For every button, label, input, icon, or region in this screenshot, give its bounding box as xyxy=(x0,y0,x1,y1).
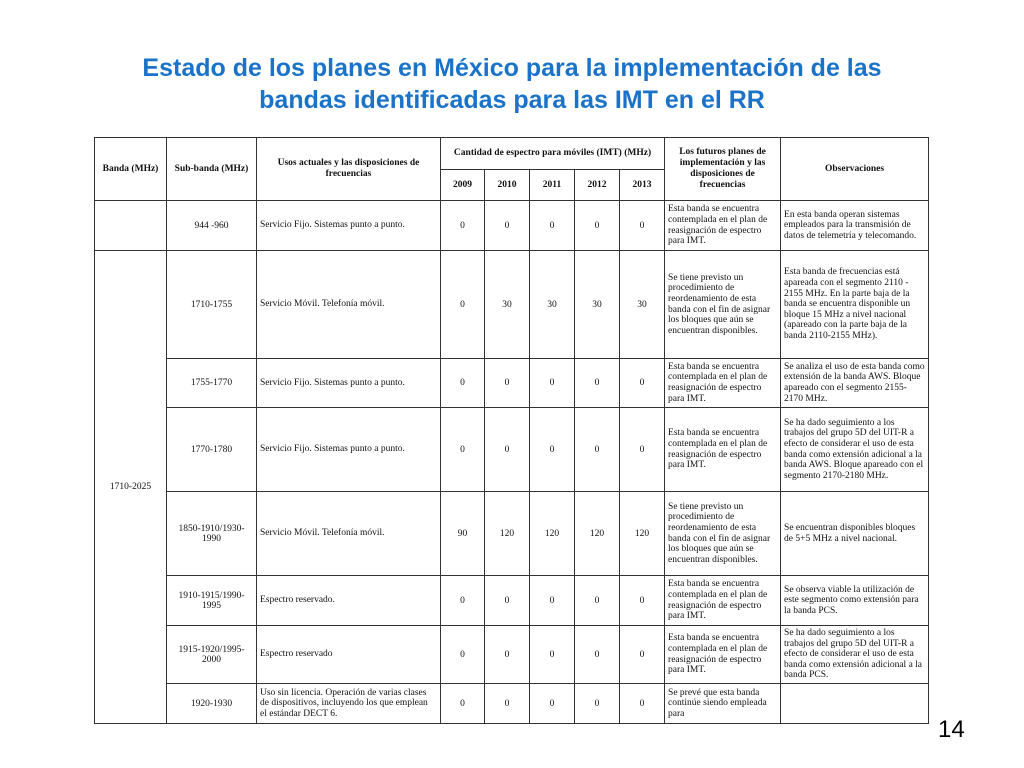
table-row xyxy=(95,201,929,251)
header-year: 2010 xyxy=(485,170,530,201)
table-row xyxy=(95,576,929,626)
observaciones-cell: Se ha dado seguimiento a los trabajos del grupo 5D del UIT-R a efecto de considerar el uso de esta banda como extensión adicional a la banda AWS. Bloque apareado con el segmento 2170-2180 MHz. xyxy=(781,408,929,492)
value-cell: 0 xyxy=(575,576,620,626)
value-cell: 0 xyxy=(441,251,485,359)
futuros-cell: Esta banda se encuentra contemplada en el plan de reasignación de espectro para IMT. xyxy=(665,408,781,492)
futuros-cell: Esta banda se encuentra contemplada en el plan de reasignación de espectro para IMT. xyxy=(665,626,781,684)
value-cell: 0 xyxy=(485,626,530,684)
futuros-cell: Esta banda se encuentra contemplada en el plan de reasignación de espectro para IMT. xyxy=(665,576,781,626)
header-year: 2011 xyxy=(530,170,575,201)
spectrum-table-wrapper xyxy=(94,137,928,728)
value-cell: 120 xyxy=(575,492,620,576)
subbanda-cell: 1920-1930 xyxy=(167,684,257,724)
observaciones-cell: Se encuentran disponibles bloques de 5+5 MHz a nivel nacional. xyxy=(781,492,929,576)
page-number: 14 xyxy=(938,716,965,743)
table-row xyxy=(95,684,929,724)
value-cell: 0 xyxy=(620,359,665,408)
value-cell: 0 xyxy=(485,684,530,724)
value-cell: 0 xyxy=(575,684,620,724)
value-cell: 0 xyxy=(620,576,665,626)
usos-cell: Servicio Móvil. Telefonía móvil. xyxy=(257,251,441,359)
observaciones-cell: Se observa viable la utilización de este segmento como extensión para la banda PCS. xyxy=(781,576,929,626)
value-cell: 30 xyxy=(620,251,665,359)
table-row xyxy=(95,408,929,492)
observaciones-cell: Esta banda de frecuencias está apareada con el segmento 2110 - 2155 MHz. En la parte baja de la banda se encuentra disponible un bloque 15 MHz a nivel nacional (apareado con la parte baja de la banda 2110-2155 MHz). xyxy=(781,251,929,359)
futuros-cell: Se tiene previsto un procedimiento de reordenamiento de esta banda con el fin de asignar los bloques que aún se encuentran disponibles. xyxy=(665,251,781,359)
subbanda-cell: 1755-1770 xyxy=(167,359,257,408)
usos-cell: Uso sin licencia. Operación de varias clases de dispositivos, incluyendo los que emplean el estándar DECT 6. xyxy=(257,684,441,724)
subbanda-cell: 1910-1915/1990-1995 xyxy=(167,576,257,626)
header-subbanda: Sub-banda (MHz) xyxy=(167,138,257,201)
usos-cell: Servicio Fijo. Sistemas punto a punto. xyxy=(257,359,441,408)
subbanda-cell: 944 -960 xyxy=(167,201,257,251)
value-cell: 0 xyxy=(441,201,485,251)
value-cell: 0 xyxy=(620,408,665,492)
subbanda-cell: 1710-1755 xyxy=(167,251,257,359)
value-cell: 0 xyxy=(441,576,485,626)
value-cell: 0 xyxy=(530,626,575,684)
usos-cell: Servicio Fijo. Sistemas punto a punto. xyxy=(257,408,441,492)
value-cell: 30 xyxy=(575,251,620,359)
value-cell: 0 xyxy=(530,201,575,251)
value-cell: 0 xyxy=(441,359,485,408)
table-row xyxy=(95,492,929,576)
subbanda-cell: 1770-1780 xyxy=(167,408,257,492)
subbanda-cell: 1850-1910/1930-1990 xyxy=(167,492,257,576)
value-cell: 0 xyxy=(485,201,530,251)
value-cell: 0 xyxy=(485,408,530,492)
value-cell: 0 xyxy=(441,684,485,724)
value-cell: 0 xyxy=(620,201,665,251)
usos-cell: Servicio Fijo. Sistemas punto a punto. xyxy=(257,201,441,251)
value-cell: 0 xyxy=(441,408,485,492)
futuros-cell: Esta banda se encuentra contemplada en el plan de reasignación de espectro para IMT. xyxy=(665,359,781,408)
table-row xyxy=(95,251,929,359)
value-cell: 0 xyxy=(485,359,530,408)
header-cantidad: Cantidad de espectro para móviles (IMT) (MHz) xyxy=(441,138,665,170)
value-cell: 120 xyxy=(530,492,575,576)
header-observaciones: Observaciones xyxy=(781,138,929,201)
value-cell: 0 xyxy=(530,576,575,626)
value-cell: 0 xyxy=(575,359,620,408)
slide-title xyxy=(40,52,984,116)
value-cell: 0 xyxy=(620,626,665,684)
value-cell: 0 xyxy=(575,626,620,684)
observaciones-cell: En esta banda operan sistemas empleados para la transmisión de datos de telemetría y telecomando. xyxy=(781,201,929,251)
value-cell: 30 xyxy=(530,251,575,359)
header-year: 2013 xyxy=(620,170,665,201)
slide-title-line-2: bandas identificadas para las IMT en el RR xyxy=(259,86,765,114)
usos-cell: Servicio Móvil. Telefonía móvil. xyxy=(257,492,441,576)
header-futuros: Los futuros planes de implementación y las disposiciones de frecuencias xyxy=(665,138,781,201)
header-banda: Banda (MHz) xyxy=(95,138,167,201)
header-usos: Usos actuales y las disposiciones de frecuencias xyxy=(257,138,441,201)
banda-group-cell: 1710-2025 xyxy=(95,251,167,724)
observaciones-cell: Se analiza el uso de esta banda como extensión de la banda AWS. Bloque apareado con el segmento 2155-2170 MHz. xyxy=(781,359,929,408)
value-cell: 0 xyxy=(620,684,665,724)
value-cell: 120 xyxy=(620,492,665,576)
table-row xyxy=(95,626,929,684)
futuros-cell: Se tiene previsto un procedimiento de reordenamiento de esta banda con el fin de asignar los bloques que aún se encuentran disponibles. xyxy=(665,492,781,576)
value-cell: 0 xyxy=(485,576,530,626)
header-year: 2012 xyxy=(575,170,620,201)
value-cell: 0 xyxy=(575,201,620,251)
table-row xyxy=(95,359,929,408)
value-cell: 0 xyxy=(441,626,485,684)
value-cell: 120 xyxy=(485,492,530,576)
usos-cell: Espectro reservado. xyxy=(257,576,441,626)
value-cell: 90 xyxy=(441,492,485,576)
usos-cell: Espectro reservado xyxy=(257,626,441,684)
observaciones-cell: Se ha dado seguimiento a los trabajos del grupo 5D del UIT-R a efecto de considerar el uso de esta banda como extensión adicional a la banda PCS. xyxy=(781,626,929,684)
spectrum-table xyxy=(94,137,929,724)
futuros-cell: Esta banda se encuentra contemplada en el plan de reasignación de espectro para IMT. xyxy=(665,201,781,251)
banda-cell-empty xyxy=(95,201,167,251)
subbanda-cell: 1915-1920/1995-2000 xyxy=(167,626,257,684)
value-cell: 0 xyxy=(530,359,575,408)
slide-title-line-1: Estado de los planes en México para la implementación de las xyxy=(142,54,882,82)
observaciones-cell xyxy=(781,684,929,724)
value-cell: 0 xyxy=(530,408,575,492)
header-year: 2009 xyxy=(441,170,485,201)
value-cell: 30 xyxy=(485,251,530,359)
futuros-cell: Se prevé que esta banda continúe siendo empleada para xyxy=(665,684,781,724)
value-cell: 0 xyxy=(575,408,620,492)
value-cell: 0 xyxy=(530,684,575,724)
